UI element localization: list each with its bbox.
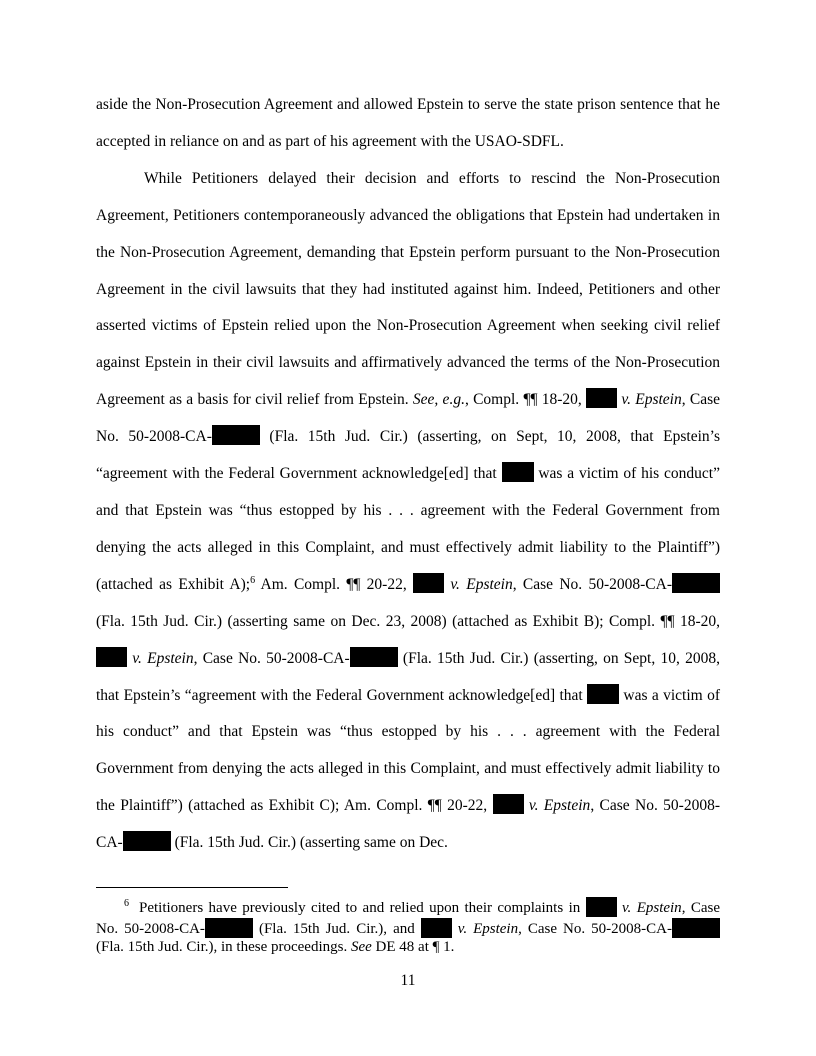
footnote-reference: 6 <box>250 574 256 586</box>
body-text <box>96 87 720 862</box>
redaction-block <box>672 573 720 593</box>
paragraph-1: aside the Non-Prosecution Agreement and allowed Epstein to serve the state prison sentence that he accepted in reliance on and as part of his agreement with the USAO-SDFL. <box>96 96 720 150</box>
redaction-block <box>96 647 127 667</box>
redaction-block <box>205 918 253 938</box>
redaction-block <box>586 388 617 408</box>
footnote-6: $^6$ Petitioners have previously cited to and relied upon their complaints in v. Epstein, Case No. 50-2008-CA- (Fla. 15th Jud. Cir.), and v. Epstein, Case No. 50-2008-CA- (Fla. 15th Jud. Cir.), in these proceedings. See DE 48 at ¶ 1. <box>96 898 720 955</box>
redaction-block <box>493 794 524 814</box>
redaction-block <box>502 462 534 482</box>
paragraph-2: While Petitioners delayed their decision and efforts to rescind the Non-Prosecution Agreement, Petitioners contemporaneously advanced the obligations that Epstein had undertaken in the Non-Prosecution Agreement, demanding that Epstein perform pursuant to the Non-Prosecution Agreement in the civil lawsuits that they had instituted against him. Indeed, Petitioners and other asserted victims of Epstein relied upon the Non-Prosecution Agreement when seeking civil relief against Epstein in their civil lawsuits and affirmatively advanced the terms of the Non-Prosecution Agreement as a basis for civil relief from Epstein. See, e.g., Compl. ¶¶ 18-20, v. Epstein, Case No. 50-2008-CA- (Fla. 15th Jud. Cir.) (asserting, on Sept, 10, 2008, that Epstein’s “agreement with the Federal Government acknowledge[ed] that was a victim of his conduct” and that Epstein was “thus estopped by his . . . agreement with the Federal Government from denying the acts alleged in this Complaint, and must effectively admit liability to the Plaintiff”) (attached as Exhibit A);$^6$ Am. Compl. ¶¶ 20-22, v. Epstein, Case No. 50-2008-CA- (Fla. 15th Jud. Cir.) (asserting same on Dec. 23, 2008) (attached as Exhibit B); Compl. ¶¶ 18-20, v. Epstein, Case No. 50-2008-CA- (Fla. 15th Jud. Cir.) (asserting, on Sept, 10, 2008, that Epstein’s “agreement with the Federal Government acknowledge[ed] that was a victim of his conduct” and that Epstein was “thus estopped by his . . . agreement with the Federal Government from denying the acts alleged in this Complaint, and must effectively admit liability to the Plaintiff”) (attached as Exhibit C); Am. Compl. ¶¶ 20-22, v. Epstein, Case No. 50-2008-CA- (Fla. 15th Jud. Cir.) (asserting same on Dec. <box>96 169 721 852</box>
redaction-block <box>672 918 720 938</box>
redaction-block <box>587 684 619 704</box>
redaction-block <box>212 425 260 445</box>
redaction-block <box>350 647 398 667</box>
redaction-block <box>586 897 617 917</box>
footnote-divider <box>96 887 288 888</box>
redaction-block <box>421 918 452 938</box>
page-number: 11 <box>400 972 416 989</box>
redaction-block <box>413 573 444 593</box>
footnote-marker: 6 <box>124 898 129 909</box>
redaction-block <box>123 831 171 851</box>
